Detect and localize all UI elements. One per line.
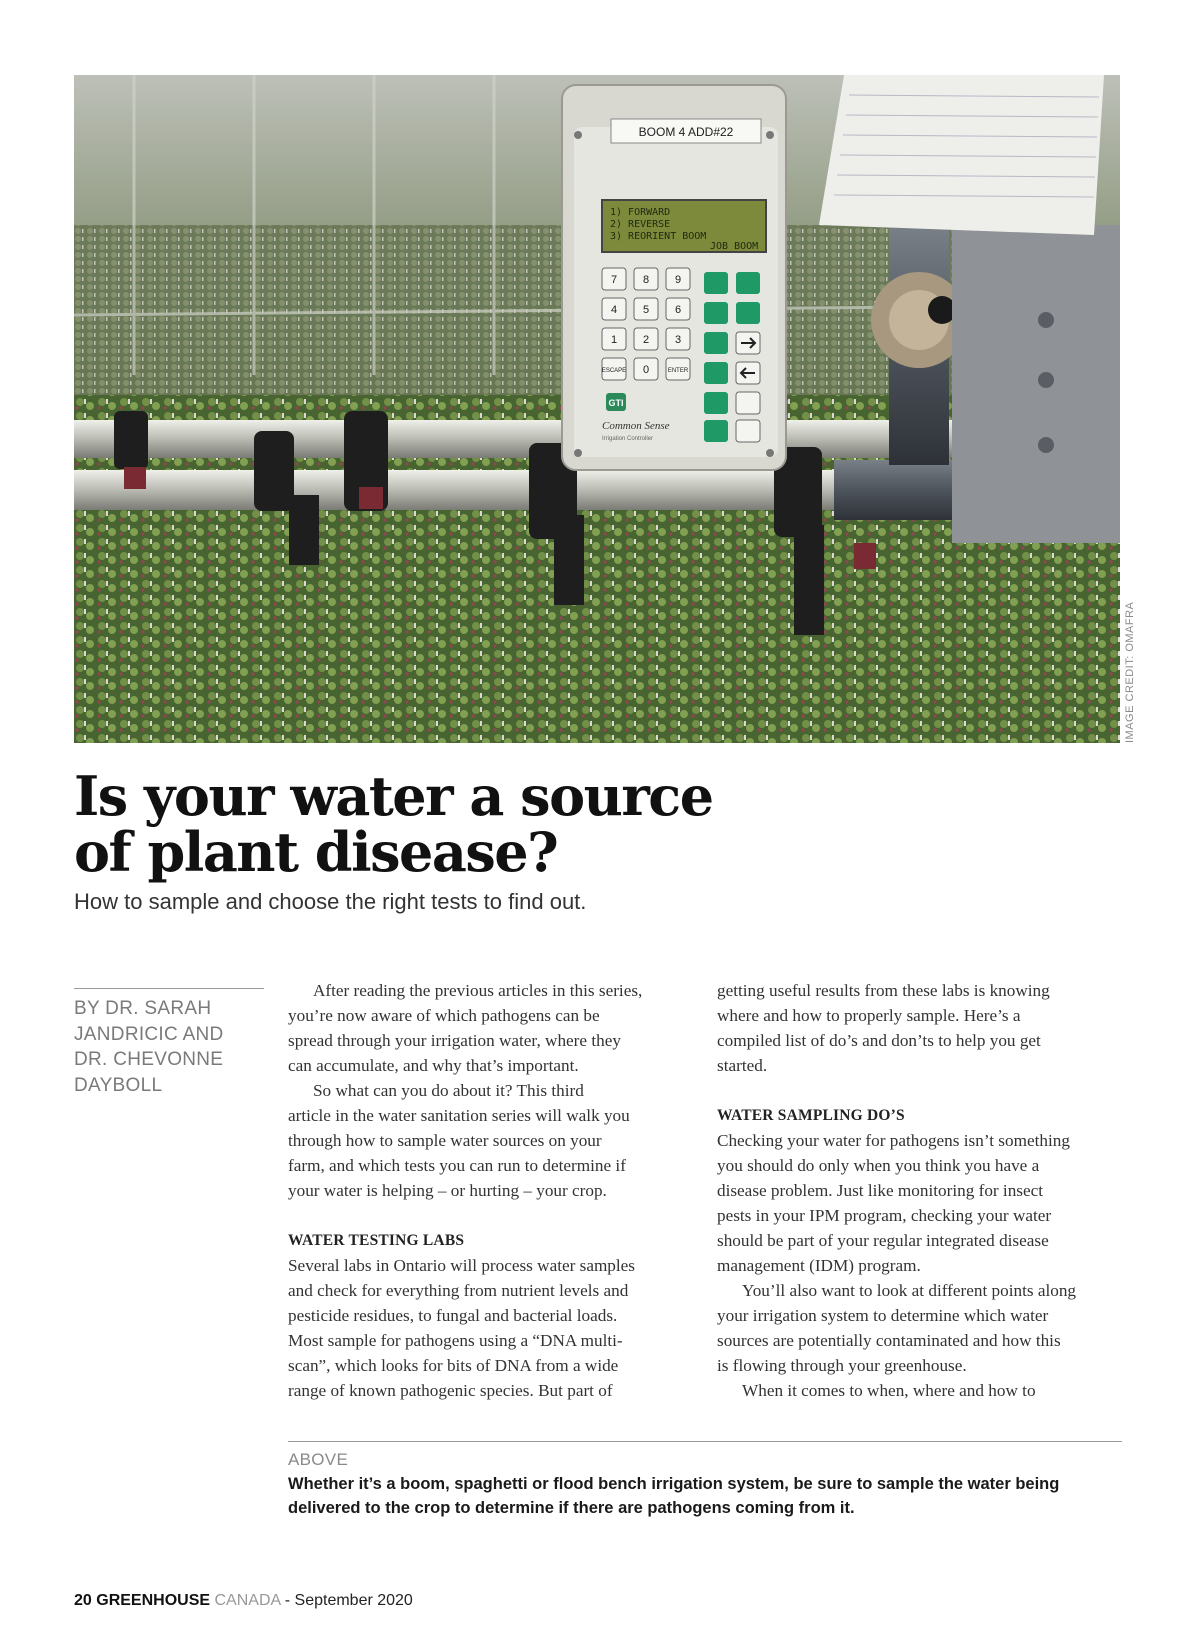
image-credit: IMAGE CREDIT: OMAFRA (1124, 601, 1136, 743)
key-8: 8 (642, 274, 650, 286)
body-text-line: you should do only when you think you have a (717, 1156, 1040, 1175)
article-subtitle: How to sample and choose the right tests to find out. (74, 889, 587, 914)
section-heading: WATER TESTING LABS (288, 1232, 465, 1249)
caption-divider (288, 1441, 1122, 1442)
paragraph-gap (717, 1078, 1125, 1103)
body-text-line: your water is helping – or hurting – your crop. (288, 1181, 607, 1200)
body-text-line: So what can you do about it? This third (313, 1081, 584, 1100)
magazine-name-light: CANADA (214, 1592, 281, 1609)
key-0: 0 (642, 364, 650, 376)
key-1: 1 (610, 334, 618, 346)
page-footer (74, 1592, 413, 1610)
body-text-line: compiled list of do’s and don’ts to help you get (717, 1031, 1041, 1050)
body-text-line: pests in your IPM program, checking your water (717, 1206, 1052, 1225)
display-line-1: 1) FORWARD (610, 207, 671, 218)
key-5: 5 (642, 304, 650, 316)
body-text-line: When it comes to when, where and how to (742, 1381, 1036, 1400)
key-2: 2 (642, 334, 650, 346)
body-text-line: getting useful results from these labs is knowing (717, 981, 1050, 1000)
photo-caption (288, 1472, 1122, 1520)
body-text-line: You’ll also want to look at different points along (742, 1281, 1077, 1300)
body-text-line: Checking your water for pathogens isn’t something (717, 1131, 1070, 1150)
issue-date: - September 2020 (284, 1592, 413, 1609)
body-text-line: through how to sample water sources on your (288, 1131, 602, 1150)
display-line-3: 3) REORIENT BOOM (610, 231, 707, 242)
byline-divider (74, 988, 264, 989)
magazine-name: GREENHOUSE (96, 1592, 211, 1609)
byline-line: DR. CHEVONNE (74, 1049, 224, 1070)
body-column-1 (288, 978, 688, 1403)
body-text-line: should be part of your regular integrated disease (717, 1231, 1049, 1250)
body-text-line: spread through your irrigation water, where they (288, 1031, 621, 1050)
key-enter: ENTER (667, 368, 689, 374)
body-text-line: sources are potentially contaminated and how this (717, 1331, 1061, 1350)
article-title (74, 764, 834, 884)
brand-name: Common Sense (602, 420, 670, 432)
byline-line: DAYBOLL (74, 1074, 163, 1096)
body-text-line: your irrigation system to determine which water (717, 1306, 1049, 1325)
body-text-line: you’re now aware of which pathogens can be (288, 1006, 600, 1025)
body-text-line: is flowing through your greenhouse. (717, 1356, 967, 1375)
title-line-1: Is your water a source (74, 764, 713, 828)
hero-photo (74, 75, 1120, 743)
body-column-2 (717, 978, 1125, 1403)
body-text-line: disease problem. Just like monitoring for insect (717, 1181, 1044, 1200)
body-text-line: range of known pathogenic species. But part of (288, 1381, 613, 1400)
body-text-line: and check for everything from nutrient levels and (288, 1281, 629, 1300)
body-text-line: article in the water sanitation series will walk you (288, 1106, 630, 1125)
boom-label-tag: BOOM 4 ADD#22 (638, 125, 734, 139)
caption-label: ABOVE (288, 1450, 349, 1469)
byline (74, 996, 264, 1098)
body-text-line: scan”, which looks for bits of DNA from a wide (288, 1356, 619, 1375)
body-text-line: started. (717, 1056, 768, 1075)
key-4: 4 (610, 304, 618, 316)
title-line-2: of plant disease? (74, 820, 558, 884)
display-line-4: JOB BOOM (710, 241, 759, 252)
key-escape: ESCAPE (601, 368, 627, 374)
key-6: 6 (674, 304, 682, 316)
body-text-line: Most sample for pathogens using a “DNA multi- (288, 1331, 623, 1350)
byline-line: JANDRICIC AND (74, 1023, 224, 1045)
caption-line: delivered to the crop to determine if there are pathogens coming from it. (288, 1499, 855, 1517)
body-text-line: Several labs in Ontario will process water samples (288, 1256, 635, 1275)
key-9: 9 (674, 274, 682, 286)
body-text-line: farm, and which tests you can run to determine if (288, 1156, 626, 1175)
body-text-line: pesticide residues, to fungal and bacterial loads. (288, 1306, 618, 1325)
key-3: 3 (674, 334, 682, 346)
section-heading: WATER SAMPLING DO’S (717, 1107, 905, 1124)
brand-sub: Irrigation Controller (602, 436, 654, 442)
body-text-line: where and how to properly sample. Here’s a (717, 1006, 1021, 1025)
greenhouse-irrigation-photo (74, 75, 1120, 743)
brand-logo: GTI (608, 398, 624, 408)
body-text-line: After reading the previous articles in this series, (313, 981, 643, 1000)
body-text-line: can accumulate, and why that’s important. (288, 1056, 579, 1075)
display-line-2: 2) REVERSE (610, 219, 671, 230)
caption-line: Whether it’s a boom, spaghetti or flood bench irrigation system, be sure to sample the water being (288, 1475, 1060, 1493)
key-7: 7 (610, 274, 618, 286)
paragraph-gap (288, 1203, 688, 1228)
irrigation-controller (562, 85, 786, 470)
byline-line: BY DR. SARAH (74, 998, 212, 1019)
body-text-line: management (IDM) program. (717, 1256, 921, 1275)
page-number: 20 (74, 1592, 92, 1609)
